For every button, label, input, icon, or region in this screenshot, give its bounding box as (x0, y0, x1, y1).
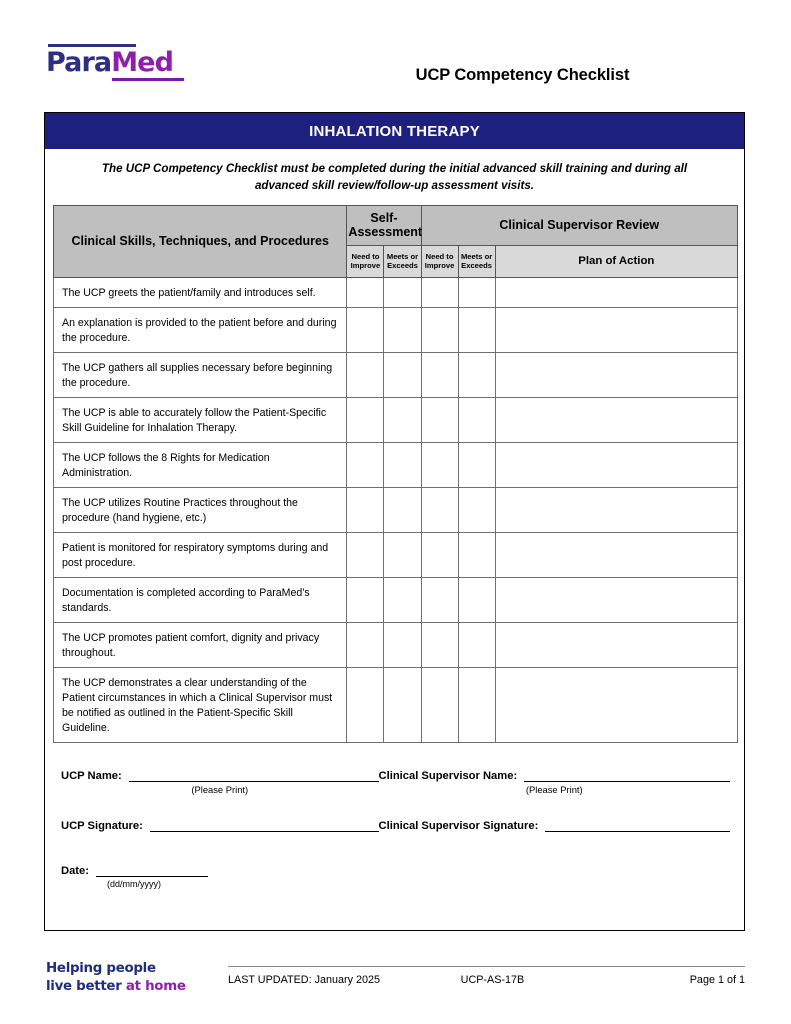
supervisor-need-improve-box[interactable] (421, 668, 458, 743)
footer-last-updated: LAST UPDATED: January 2025 (228, 974, 381, 986)
page-title: UCP Competency Checklist (415, 66, 630, 84)
self-need-improve-box[interactable] (347, 442, 384, 487)
tagline-line-1: Helping people (46, 961, 156, 976)
table-row (54, 532, 738, 577)
self-meets-exceeds-box[interactable] (384, 397, 421, 442)
logo-wordmark (46, 49, 186, 76)
table-row (54, 578, 738, 623)
self-need-improve-box[interactable] (347, 487, 384, 532)
self-meets-exceeds-box[interactable] (384, 487, 421, 532)
skill-text: The UCP is able to accurately follow the Patient-Specific Skill Guideline for Inhalation Therapy. (54, 397, 347, 442)
table-row (54, 277, 738, 307)
self-meets-exceeds-box[interactable] (384, 277, 421, 307)
ucp-name-input[interactable] (129, 769, 379, 782)
brand-tagline (46, 960, 186, 995)
date-format-hint: (dd/mm/yyyy) (107, 879, 161, 890)
masthead (0, 0, 791, 104)
supervisor-need-improve-box[interactable] (421, 397, 458, 442)
supervisor-meets-exceeds-box[interactable] (458, 487, 495, 532)
supervisor-need-improve-box[interactable] (421, 307, 458, 352)
header-supervisor-need-improve: Need to Improve (421, 245, 458, 277)
supervisor-need-improve-box[interactable] (421, 578, 458, 623)
ucp-signature-group (61, 819, 379, 832)
skill-text: An explanation is provided to the patient before and during the procedure. (54, 307, 347, 352)
supervisor-meets-exceeds-box[interactable] (458, 352, 495, 397)
date-group (61, 864, 379, 889)
self-meets-exceeds-box[interactable] (384, 532, 421, 577)
self-meets-exceeds-box[interactable] (384, 578, 421, 623)
table-row (54, 487, 738, 532)
supervisor-need-improve-box[interactable] (421, 623, 458, 668)
supervisor-meets-exceeds-box[interactable] (458, 578, 495, 623)
supervisor-signature-group (379, 819, 730, 832)
ucp-name-group (61, 769, 379, 795)
header-supervisor-review: Clinical Supervisor Review (421, 205, 737, 245)
skill-text: The UCP promotes patient comfort, dignity and privacy throughout. (54, 623, 347, 668)
table-row (54, 352, 738, 397)
plan-of-action-box[interactable] (495, 442, 737, 487)
tagline-line-2a: live better (46, 978, 126, 994)
header-self-need-improve: Need to Improve (347, 245, 384, 277)
supervisor-need-improve-box[interactable] (421, 487, 458, 532)
self-meets-exceeds-box[interactable] (384, 442, 421, 487)
self-need-improve-box[interactable] (347, 532, 384, 577)
plan-of-action-box[interactable] (495, 352, 737, 397)
supervisor-meets-exceeds-box[interactable] (458, 442, 495, 487)
tagline-line-2b: at home (125, 978, 186, 994)
plan-of-action-box[interactable] (495, 623, 737, 668)
supervisor-name-group (379, 769, 730, 795)
logo-text-med: Med (111, 47, 174, 78)
plan-of-action-box[interactable] (495, 487, 737, 532)
supervisor-name-label: Clinical Supervisor Name: (378, 770, 518, 783)
logo-text-para: Para (46, 47, 112, 78)
self-meets-exceeds-box[interactable] (384, 623, 421, 668)
ucp-signature-input[interactable] (150, 819, 379, 832)
ucp-name-print-hint: (Please Print) (191, 784, 249, 796)
ucp-signature-label: UCP Signature: (61, 820, 143, 833)
table-row (54, 397, 738, 442)
supervisor-name-input[interactable] (524, 769, 730, 782)
plan-of-action-box[interactable] (495, 277, 737, 307)
signature-row (61, 819, 730, 832)
skill-text: The UCP gathers all supplies necessary before beginning the procedure. (54, 352, 347, 397)
skill-text: Patient is monitored for respiratory symptoms during and post procedure. (54, 532, 347, 577)
footer-meta (228, 974, 745, 986)
self-need-improve-box[interactable] (347, 352, 384, 397)
plan-of-action-box[interactable] (495, 668, 737, 743)
supervisor-meets-exceeds-box[interactable] (458, 532, 495, 577)
header-clinical-skills: Clinical Skills, Techniques, and Procedures (54, 205, 347, 277)
paramed-logo (46, 44, 186, 81)
header-self-assessment: Self-Assessment (347, 205, 421, 245)
date-label: Date: (61, 865, 89, 878)
footer-divider (228, 966, 745, 967)
footer-page-number: Page 1 of 1 (689, 974, 745, 986)
skill-text: The UCP demonstrates a clear understanding of the Patient circumstances in which a Clinical Supervisor must be notified as outlined in the Patient-Specific Skill Guideline. (54, 668, 347, 743)
tagline-line-2 (46, 978, 186, 996)
supervisor-meets-exceeds-box[interactable] (458, 307, 495, 352)
header-supervisor-meets-exceeds: Meets or Exceeds (458, 245, 495, 277)
self-need-improve-box[interactable] (347, 668, 384, 743)
checklist-rows (54, 277, 738, 743)
self-need-improve-box[interactable] (347, 397, 384, 442)
table-row (54, 307, 738, 352)
footer-document-code: UCP-AS-17B (460, 974, 525, 986)
table-row (54, 442, 738, 487)
ucp-name-label: UCP Name: (61, 770, 122, 783)
header-self-meets-exceeds: Meets or Exceeds (384, 245, 421, 277)
date-row (61, 864, 730, 889)
self-meets-exceeds-box[interactable] (384, 352, 421, 397)
self-need-improve-box[interactable] (347, 277, 384, 307)
instruction-text: The UCP Competency Checklist must be completed during the initial advanced skill training and during all advanced skill review/follow-up assessment visits. (101, 162, 688, 192)
table-header-group-row (54, 205, 738, 245)
self-meets-exceeds-box[interactable] (384, 668, 421, 743)
section-banner (45, 113, 744, 149)
skill-text: The UCP greets the patient/family and introduces self. (54, 277, 347, 307)
table-row (54, 668, 738, 743)
plan-of-action-box[interactable] (495, 578, 737, 623)
supervisor-need-improve-box[interactable] (421, 532, 458, 577)
name-row (61, 769, 730, 795)
date-spacer (61, 834, 730, 864)
skill-text: The UCP follows the 8 Rights for Medication Administration. (54, 442, 347, 487)
supervisor-signature-input[interactable] (545, 819, 730, 832)
signature-spacer (61, 797, 730, 819)
page-footer (0, 950, 791, 1024)
supervisor-meets-exceeds-box[interactable] (458, 397, 495, 442)
competency-checklist-table (53, 205, 738, 744)
self-meets-exceeds-box[interactable] (384, 307, 421, 352)
supervisor-signature-label: Clinical Supervisor Signature: (378, 820, 539, 833)
supervisor-need-improve-box[interactable] (421, 352, 458, 397)
self-need-improve-box[interactable] (347, 578, 384, 623)
skill-text: The UCP utilizes Routine Practices throughout the procedure (hand hygiene, etc.) (54, 487, 347, 532)
self-need-improve-box[interactable] (347, 623, 384, 668)
table-row (54, 623, 738, 668)
signature-block (45, 769, 744, 889)
checklist-table-wrapper (45, 205, 744, 744)
supervisor-meets-exceeds-box[interactable] (458, 668, 495, 743)
supervisor-meets-exceeds-box[interactable] (458, 277, 495, 307)
plan-of-action-box[interactable] (495, 532, 737, 577)
supervisor-meets-exceeds-box[interactable] (458, 623, 495, 668)
section-banner-title: INHALATION THERAPY (309, 122, 480, 140)
supervisor-name-print-hint: (Please Print) (525, 784, 583, 796)
supervisor-need-improve-box[interactable] (421, 277, 458, 307)
self-need-improve-box[interactable] (347, 307, 384, 352)
logo-underline (112, 78, 184, 81)
skill-text: Documentation is completed according to ParaMed’s standards. (54, 578, 347, 623)
plan-of-action-box[interactable] (495, 307, 737, 352)
plan-of-action-box[interactable] (495, 397, 737, 442)
header-plan-of-action: Plan of Action (495, 245, 737, 277)
form-container (44, 112, 745, 931)
supervisor-need-improve-box[interactable] (421, 442, 458, 487)
date-input[interactable] (96, 864, 208, 877)
